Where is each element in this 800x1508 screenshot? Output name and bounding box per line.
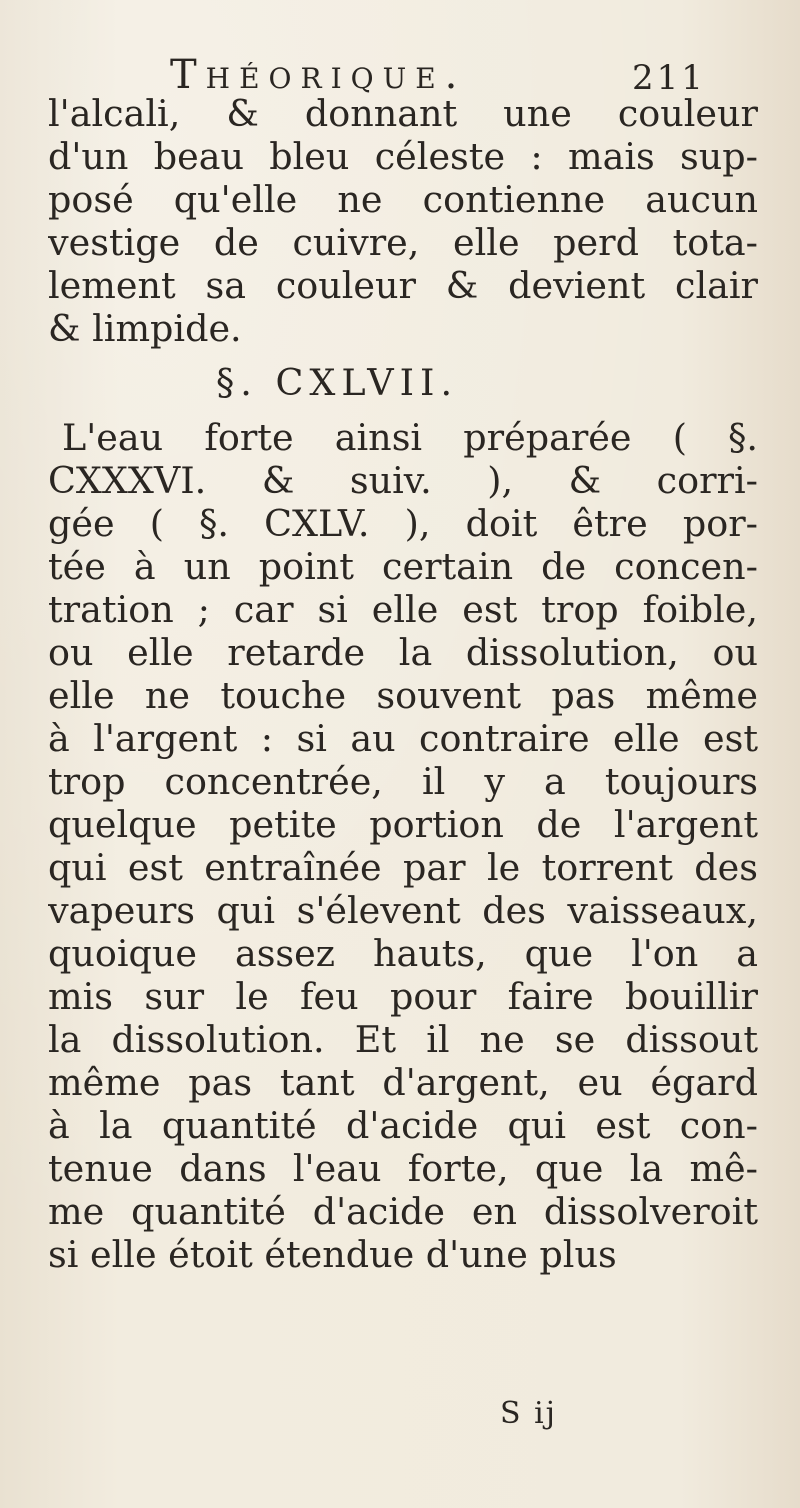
text-line: qui est entraînée par le torrent des bbox=[48, 846, 758, 889]
text-line: & limpide. bbox=[48, 307, 242, 350]
text-line: mis sur le feu pour faire bouillir bbox=[48, 975, 758, 1018]
text-line: tenue dans l'eau forte, que la mê- bbox=[48, 1147, 758, 1190]
text-line: si elle étoit étendue d'une plus bbox=[48, 1233, 617, 1276]
text-line: L'eau forte ainsi préparée ( §. bbox=[62, 416, 758, 459]
text-line: vestige de cuivre, elle perd tota- bbox=[48, 221, 758, 264]
signature-mark: S ij bbox=[500, 1396, 557, 1431]
text-line: lement sa couleur & devient clair bbox=[48, 264, 758, 307]
text-line: à l'argent : si au contraire elle est bbox=[48, 717, 758, 760]
text-line: la dissolution. Et il ne se dissout bbox=[48, 1018, 758, 1061]
text-line: à la quantité d'acide qui est con- bbox=[48, 1104, 758, 1147]
text-line: posé qu'elle ne contienne aucun bbox=[48, 178, 758, 221]
section-heading: §. CXLVII. bbox=[216, 361, 459, 404]
text-line: tée à un point certain de concen- bbox=[48, 545, 758, 588]
text-line: quoique assez hauts, que l'on a bbox=[48, 932, 758, 975]
body-text bbox=[48, 92, 758, 1276]
running-title: Théorique. bbox=[170, 52, 467, 98]
text-line: même pas tant d'argent, eu égard bbox=[48, 1061, 758, 1104]
text-line: d'un beau bleu céleste : mais sup- bbox=[48, 135, 758, 178]
text-line: l'alcali, & donnant une couleur bbox=[48, 92, 758, 135]
text-line: vapeurs qui s'élevent des vaisseaux, bbox=[48, 889, 758, 932]
text-line: gée ( §. CXLV. ), doit être por- bbox=[48, 502, 758, 545]
text-line: me quantité d'acide en dissolveroit bbox=[48, 1190, 758, 1233]
text-line: elle ne touche souvent pas même bbox=[48, 674, 758, 717]
page-number: 211 bbox=[632, 58, 706, 98]
text-line: tration ; car si elle est trop foible, bbox=[48, 588, 758, 631]
text-line: trop concentrée, il y a toujours bbox=[48, 760, 758, 803]
text-line: quelque petite portion de l'argent bbox=[48, 803, 758, 846]
text-line: ou elle retarde la dissolution, ou bbox=[48, 631, 758, 674]
text-line: CXXXVI. & suiv. ), & corri- bbox=[48, 459, 758, 502]
